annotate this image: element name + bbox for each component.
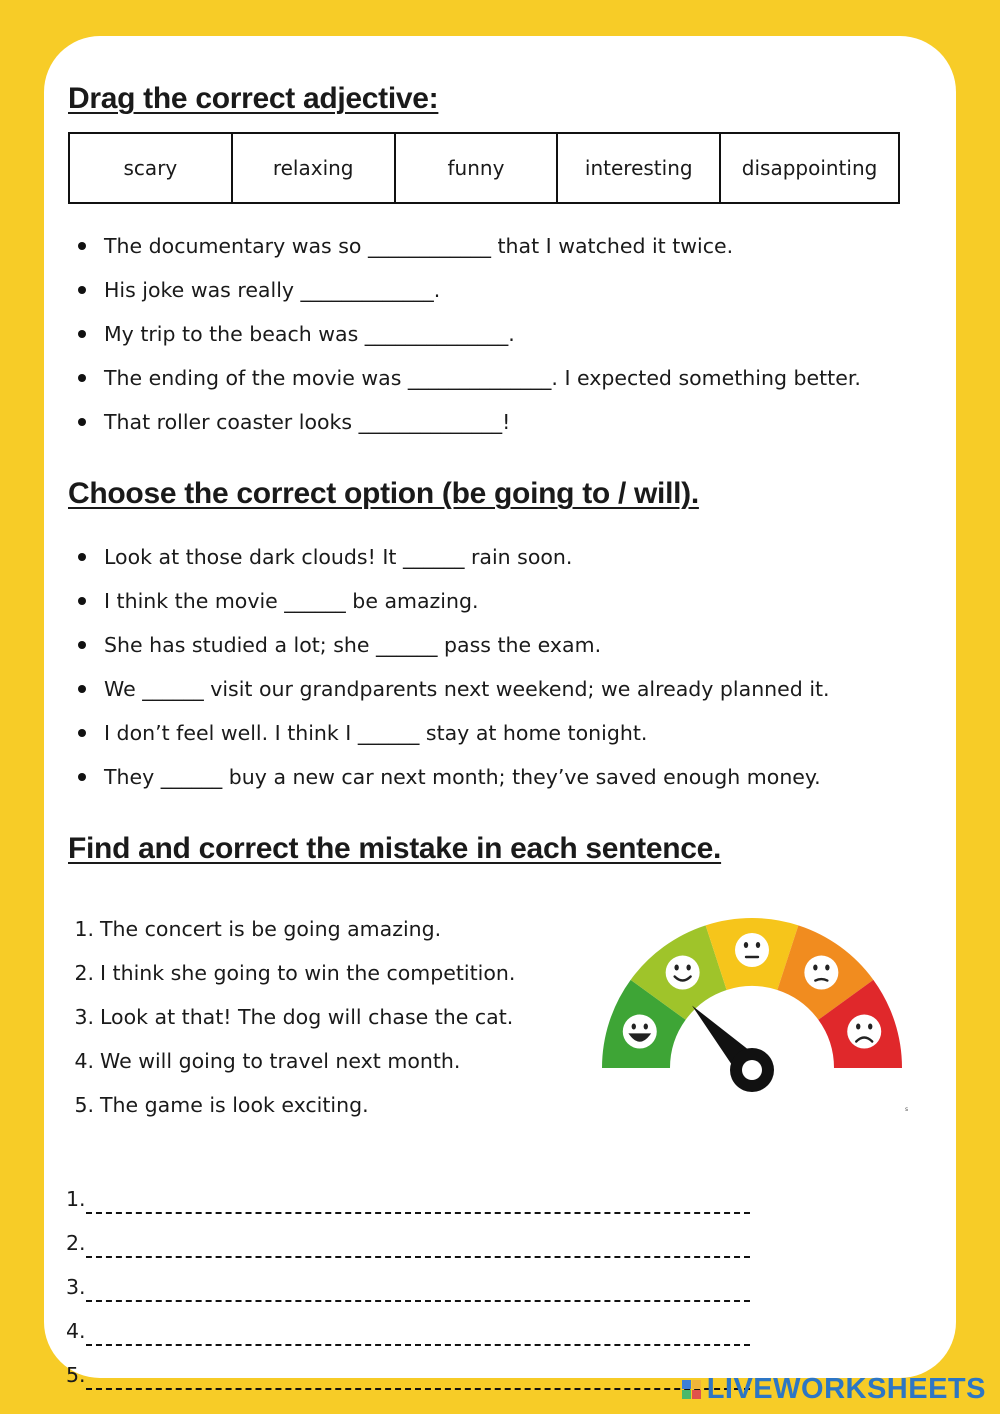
mood-gauge-illustration [596,918,908,1098]
answer-input-line[interactable] [86,1184,750,1214]
gauge-needle-icon [692,1006,774,1092]
word-tile-scary[interactable]: scary [70,134,233,202]
sad-face-icon [847,1015,881,1049]
answer-row [66,1346,750,1390]
item-number: 1. [74,917,94,941]
answer-number: 5. [66,1363,86,1387]
answer-number: 3. [66,1275,86,1299]
item-number: 2. [74,961,94,985]
list-item[interactable]: My trip to the beach was ______________. [72,319,861,363]
adjective-sentence-list [72,231,861,451]
word-tile-funny[interactable]: funny [396,134,559,202]
list-item [66,1046,515,1090]
list-item[interactable]: His joke was really _____________. [72,275,861,319]
word-tile-relaxing[interactable]: relaxing [233,134,396,202]
liveworksheets-logo-icon [682,1380,701,1399]
item-number: 3. [74,1005,94,1029]
happy-face-icon [623,1015,657,1049]
list-item[interactable]: The ending of the movie was ______________. I expected something better. [72,363,861,407]
neutral-face-icon [735,933,769,967]
item-text: The game is look exciting. [100,1093,369,1117]
answer-number: 4. [66,1319,86,1343]
item-text: Look at that! The dog will chase the cat. [100,1005,514,1029]
item-number: 5. [74,1093,94,1117]
list-item [66,958,515,1002]
list-item [66,1002,515,1046]
answer-input-line[interactable] [86,1360,750,1390]
tiny-mark: s [905,1106,909,1113]
list-item [66,914,515,958]
list-item[interactable]: I think the movie ______ be amazing. [72,586,830,630]
list-item [66,1090,515,1134]
answer-input-line[interactable] [86,1316,750,1346]
section-title-mistakes: Find and correct the mistake in each sentence. [68,832,722,865]
list-item[interactable]: The documentary was so ____________ that I watched it twice. [72,231,861,275]
item-text: The concert is be going amazing. [100,917,442,941]
answer-number: 2. [66,1231,86,1255]
list-item[interactable]: That roller coaster looks ______________! [72,407,861,451]
answer-number: 1. [66,1187,86,1211]
answer-row [66,1302,750,1346]
answer-row [66,1214,750,1258]
item-number: 4. [74,1049,94,1073]
item-text: We will going to travel next month. [100,1049,461,1073]
list-item[interactable]: Look at those dark clouds! It ______ rain soon. [72,542,830,586]
word-tile-disappointing[interactable]: disappointing [741,156,878,180]
word-bank [68,132,900,204]
liveworksheets-brand[interactable] [682,1373,986,1406]
section-title-future: Choose the correct option (be going to / will). [68,477,699,510]
list-item[interactable]: They ______ buy a new car next month; they’ve saved enough money. [72,762,830,806]
mistake-sentence-list [66,914,515,1134]
answer-row [66,1258,750,1302]
word-tile-interesting[interactable]: interesting [558,134,721,202]
list-item[interactable]: We ______ visit our grandparents next weekend; we already planned it. [72,674,830,718]
item-text: I think she going to win the competition. [100,961,516,985]
list-item[interactable]: I don’t feel well. I think I ______ stay at home tonight. [72,718,830,762]
smiling-face-icon [666,956,700,990]
brand-name: LIVEWORKSHEETS [706,1373,986,1405]
answer-input-line[interactable] [86,1228,750,1258]
list-item[interactable]: She has studied a lot; she ______ pass the exam. [72,630,830,674]
answer-lines [66,1170,750,1390]
answer-input-line[interactable] [86,1272,750,1302]
future-sentence-list [72,542,830,806]
unsure-face-icon [804,956,838,990]
section-title-adjectives: Drag the correct adjective: [68,82,439,115]
answer-row [66,1170,750,1214]
